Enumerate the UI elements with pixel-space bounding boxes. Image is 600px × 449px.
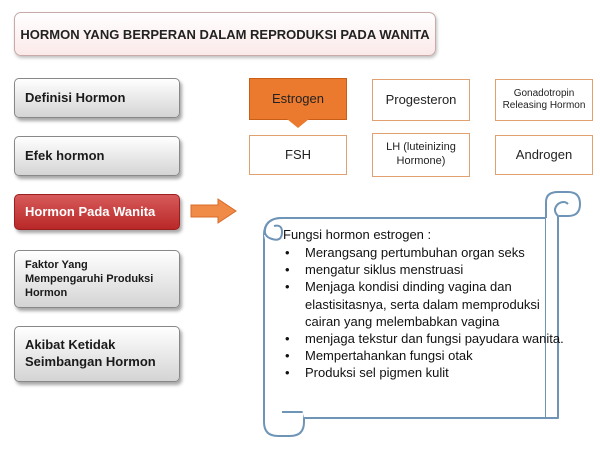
menu-definisi-hormon[interactable]: Definisi Hormon — [14, 78, 180, 118]
estrogen-pointer-icon — [287, 119, 309, 129]
estrogen-function-list — [283, 244, 568, 381]
menu-faktor-produksi-hormon[interactable]: Faktor Yang Mempengaruhi Produksi Hormon — [14, 250, 180, 308]
menu-hormon-pada-wanita[interactable]: Hormon Pada Wanita — [14, 194, 180, 230]
list-item: • mengatur siklus menstruasi — [305, 261, 568, 278]
list-item: • menjaga tekstur dan fungsi payudara wanita. — [305, 330, 568, 347]
list-item: • Menjaga kondisi dinding vagina dan elastisitasnya, serta dalam memproduksi cairan yang melembabkan vagina — [305, 278, 568, 329]
arrow-right-icon — [190, 198, 238, 224]
hormone-fsh[interactable]: FSH — [249, 135, 347, 175]
estrogen-function-heading: Fungsi hormon estrogen : — [283, 227, 432, 242]
list-item: • Merangsang pertumbuhan organ seks — [305, 244, 568, 261]
diagram-title: HORMON YANG BERPERAN DALAM REPRODUKSI PADA WANITA — [14, 12, 436, 56]
list-item: • Produksi sel pigmen kulit — [305, 364, 568, 381]
list-item: • Mempertahankan fungsi otak — [305, 347, 568, 364]
estrogen-function-panel — [283, 226, 568, 381]
hormone-lh[interactable]: LH (luteinizing Hormone) — [372, 133, 470, 177]
menu-akibat-ketidakseimbangan[interactable]: Akibat Ketidak Seimbangan Hormon — [14, 326, 180, 382]
hormone-progesteron[interactable]: Progesteron — [372, 79, 470, 121]
hormone-gonadotropin[interactable]: Gonadotropin Releasing Hormon — [495, 79, 593, 121]
hormone-androgen[interactable]: Androgen — [495, 135, 593, 175]
hormone-estrogen[interactable]: Estrogen — [249, 78, 347, 120]
menu-efek-hormon[interactable]: Efek hormon — [14, 136, 180, 176]
